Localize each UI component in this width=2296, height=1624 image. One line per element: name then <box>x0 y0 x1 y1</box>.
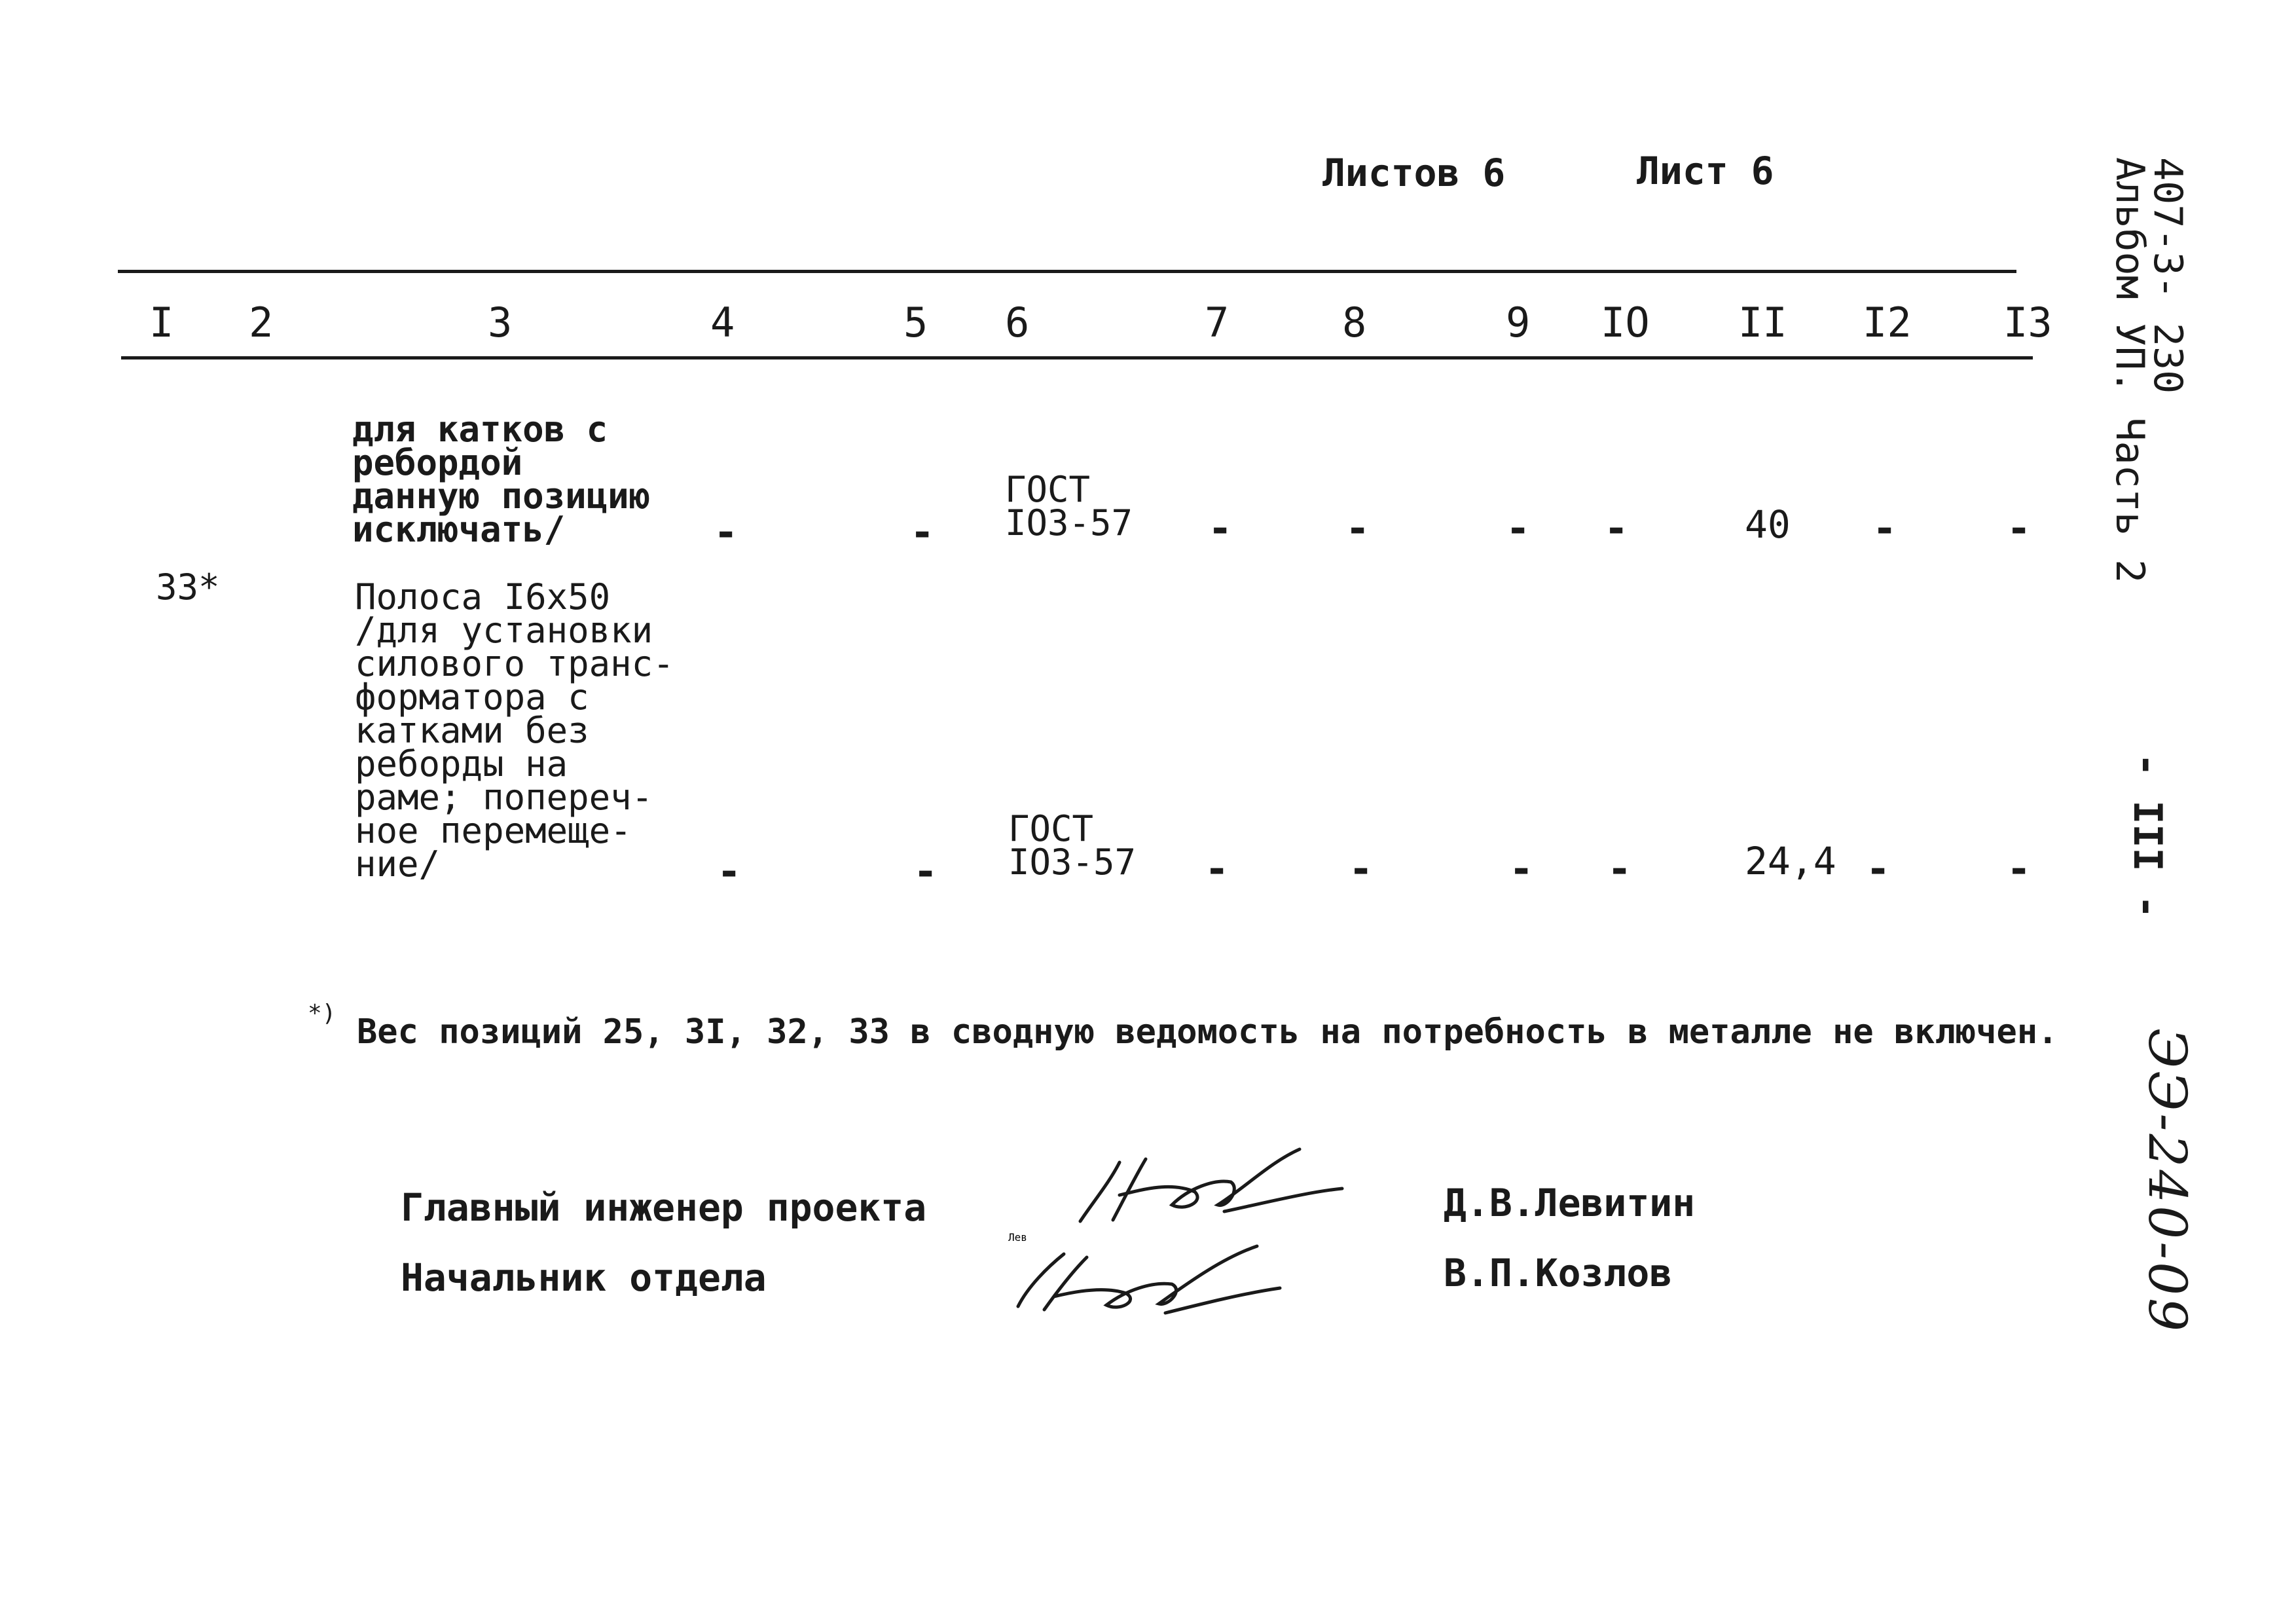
col-header-5: 5 <box>903 299 928 346</box>
col-header-10: IO <box>1601 299 1650 346</box>
row-col8: - <box>1349 845 1374 893</box>
row-col5: - <box>913 847 938 895</box>
col-header-3: 3 <box>488 299 513 346</box>
department-head-name: В.П.Козлов <box>1444 1251 1673 1295</box>
department-head-title: Начальник отдела <box>401 1255 767 1300</box>
col-header-8: 8 <box>1342 299 1367 346</box>
row-col9: - <box>1506 504 1531 552</box>
row-weight: 24,4 <box>1745 839 1836 883</box>
col-header-7: 7 <box>1205 299 1230 346</box>
header-bottom-rule <box>121 356 2033 360</box>
signature-text: Лев <box>1008 1231 1027 1244</box>
row-col12: - <box>1866 845 1891 893</box>
sheets-total: Листов 6 <box>1322 151 1506 195</box>
page-marker: - III - <box>2124 753 2170 919</box>
row-standard: ГОСТ IO3-57 <box>1005 469 1133 544</box>
row-col10: - <box>1604 504 1629 552</box>
chief-engineer-title: Главный инженер проекта <box>401 1185 927 1230</box>
row-col7: - <box>1208 504 1233 552</box>
album-stamp <box>2107 157 2191 583</box>
row-col5: - <box>910 508 935 556</box>
row-col9: - <box>1509 845 1534 893</box>
row-col10: - <box>1607 845 1632 893</box>
col-header-2: 2 <box>249 299 274 346</box>
row-col4: - <box>717 847 742 895</box>
chief-engineer-name: Д.В.Левитин <box>1444 1181 1696 1225</box>
col-header-13: I3 <box>2003 299 2052 346</box>
col-header-12: I2 <box>1863 299 1912 346</box>
stamp-line-1: 407-3- 230 <box>2145 157 2191 394</box>
row-standard: ГОСТ IO3-57 <box>1008 808 1137 883</box>
col-header-6: 6 <box>1005 299 1030 346</box>
row-col4: - <box>714 508 738 556</box>
col-header-9: 9 <box>1506 299 1531 346</box>
row-weight: 40 <box>1745 502 1791 547</box>
handwritten-code: ЭЭ-240-09 <box>2137 1028 2198 1334</box>
signature-2 <box>1008 1231 1283 1320</box>
row-col13: - <box>2007 845 2032 893</box>
footnote-mark: *) <box>308 1000 337 1027</box>
signature-1 <box>1074 1143 1349 1228</box>
footnote-text: Вес позиций 25, 3I, 32, 33 в сводную ведомость на потребность в металле не включен. <box>357 1012 2058 1052</box>
sheet-number: Лист 6 <box>1637 149 1774 193</box>
row-col8: - <box>1345 504 1370 552</box>
row-col13: - <box>2007 504 2032 552</box>
row-position: 33* <box>156 566 220 608</box>
col-header-4: 4 <box>710 299 735 346</box>
col-header-1: I <box>149 299 174 346</box>
row-description: Полоса I6х50 /для установки силового транс- форматора с катками без реборды на раме; попереч- ное перемеще- ние/ <box>355 576 674 885</box>
table-top-rule <box>118 270 2016 273</box>
col-header-11: II <box>1738 299 1787 346</box>
row-col7: - <box>1205 845 1230 893</box>
row-description: для катков с ребордой данную позицию исключать/ <box>352 409 651 550</box>
row-col12: - <box>1872 504 1897 552</box>
stamp-line-2: Альбом УП. Часть 2 <box>2107 157 2153 583</box>
